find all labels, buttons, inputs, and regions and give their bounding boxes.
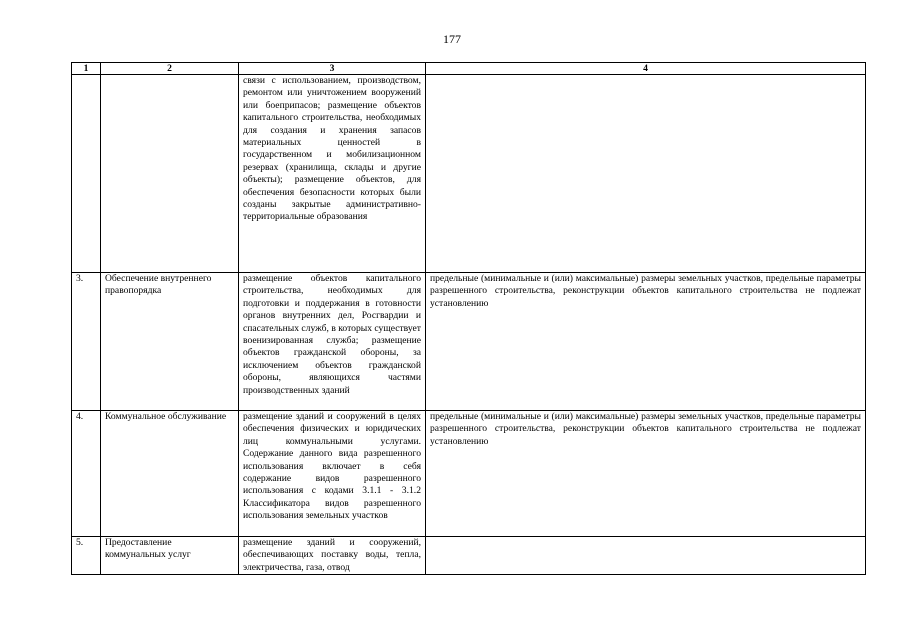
row-number: 4.: [72, 411, 101, 537]
use-type-description: размещение зданий и сооружений, обеспечивающих поставку воды, тепла, электричества, газа, отвод: [239, 537, 426, 575]
use-type-description: связи с использованием, производством, ремонтом или уничтожением вооружений или боеприпасов; размещение объектов капитального строительства, необходимых для создания и хранения запасов материальных ценностей в государственном и мобилизационном резервах (хранилища, склады и другие объекты); размещение объектов, для обеспечения безопасности которых были созданы закрытые административно-территориальные образования: [239, 75, 426, 273]
column-header-3: 3: [239, 63, 426, 75]
land-use-table: [71, 62, 866, 575]
table-row: [72, 411, 866, 537]
table-row: [72, 273, 866, 411]
table-header-row: [72, 63, 866, 75]
use-type-description: размещение объектов капитального строительства, необходимых для подготовки и поддержания в готовности органов внутренних дел, Росгвардии и спасательных служб, в которых существует военизированная служба; размещение объектов гражданской обороны, за исключением объектов гражданской обороны, являющихся частями производственных зданий: [239, 273, 426, 411]
table-row: [72, 75, 866, 273]
use-type-description: размещение зданий и сооружений в целях обеспечения физических и юридических лиц коммунальными услугами. Содержание данного вида разрешенного использования включает в себя содержание видов разрешенного использования с кодами 3.1.1 - 3.1.2 Классификатора видов разрешенного использования земельных участков: [239, 411, 426, 537]
parameters-text: предельные (минимальные и (или) максимальные) размеры земельных участков, предельные параметры разрешенного строительства, реконструкции объектов капитального строительства не подлежат установлению: [426, 273, 866, 411]
use-type-name: Предоставление коммунальных услуг: [101, 537, 239, 575]
column-header-2: 2: [101, 63, 239, 75]
table-row: [72, 537, 866, 575]
row-number: 5.: [72, 537, 101, 575]
parameters-text: [426, 537, 866, 575]
use-type-name: [101, 75, 239, 273]
use-type-name: Обеспечение внутреннего правопорядка: [101, 273, 239, 411]
row-number: 3.: [72, 273, 101, 411]
column-header-4: 4: [426, 63, 866, 75]
row-number: [72, 75, 101, 273]
column-header-1: 1: [72, 63, 101, 75]
page-number: 177: [443, 32, 461, 46]
parameters-text: предельные (минимальные и (или) максимальные) размеры земельных участков, предельные параметры разрешенного строительства, реконструкции объектов капитального строительства не подлежат установлению: [426, 411, 866, 537]
parameters-text: [426, 75, 866, 273]
use-type-name: Коммунальное обслуживание: [101, 411, 239, 537]
